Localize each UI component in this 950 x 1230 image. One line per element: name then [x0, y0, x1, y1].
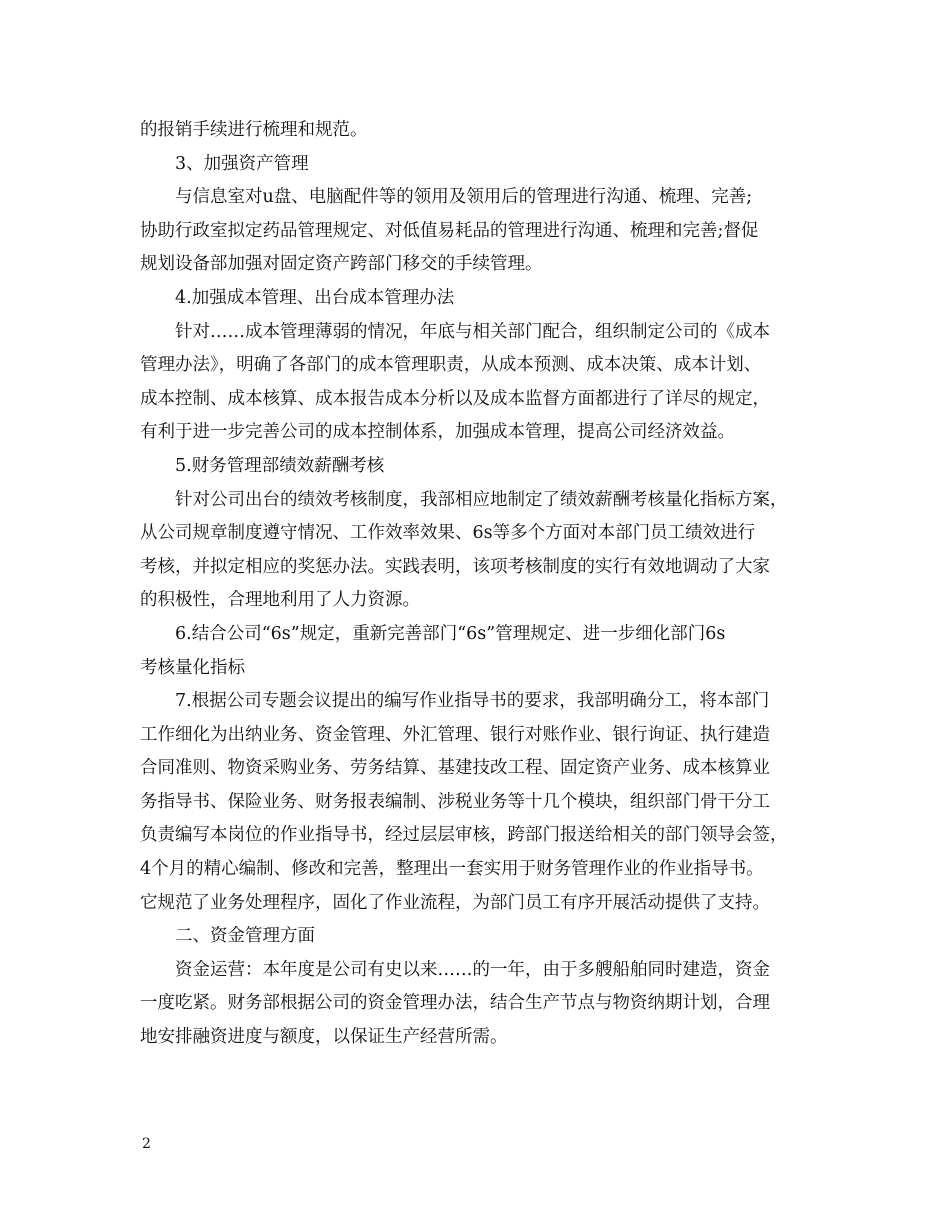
- text-line: 合同准则、物资采购业务、劳务结算、基建技改工程、固定资产业务、成本核算业: [140, 758, 770, 779]
- section-heading: 3、加强资产管理: [175, 153, 309, 174]
- text-line: 的报销手续进行梳理和规范。: [140, 120, 368, 140]
- text-line: 考核，并拟定相应的奖惩办法。实践表明，该项考核制度的实行有效地调动了大家: [140, 556, 770, 577]
- text-line: 从公司规章制度遵守情况、工作效率效果、6s等多个方面对本部门员工绩效进行: [140, 523, 756, 544]
- text-line: 与信息室对u盘、电脑配件等的领用及领用后的管理进行沟通、梳理、完善;: [175, 187, 753, 208]
- text-line: 针对……成本管理薄弱的情况，年底与相关部门配合，组织制定公司的《成本: [175, 321, 770, 342]
- document-body: [140, 114, 825, 1055]
- text-line: 资金运营：本年度是公司有史以来……的一年，由于多艘船舶同时建造，资金: [175, 959, 770, 980]
- section-heading: 二、资金管理方面: [175, 926, 315, 947]
- text-line: 它规范了业务处理程序，固化了作业流程，为部门员工有序开展活动提供了支持。: [140, 892, 770, 913]
- text-line: 务指导书、保险业务、财务报表编制、涉税业务等十几个模块，组织部门骨干分工: [140, 791, 770, 812]
- section-heading: 4.加强成本管理、出台成本管理办法: [175, 287, 455, 308]
- text-line: 工作细化为出纳业务、资金管理、外汇管理、银行对账作业、银行询证、执行建造: [140, 724, 770, 745]
- text-line: 负责编写本岗位的作业指导书，经过层层审核，跨部门报送给相关的部门领导会签，: [140, 825, 788, 846]
- text-line: 针对公司出台的绩效考核制度，我部相应地制定了绩效薪酬考核量化指标方案，: [175, 489, 788, 510]
- text-line: 地安排融资进度与额度，以保证生产经营所需。: [140, 1027, 508, 1048]
- text-line: 的积极性，合理地利用了人力资源。: [140, 590, 420, 611]
- text-line: 考核量化指标: [140, 657, 245, 678]
- text-line: 4个月的精心编制、修改和完善，整理出一套实用于财务管理作业的作业指导书。: [140, 859, 764, 880]
- text-line: 一度吃紧。财务部根据公司的资金管理办法，结合生产节点与物资纳期计划，合理: [140, 993, 770, 1014]
- section-heading: 5.财务管理部绩效薪酬考核: [175, 455, 385, 476]
- text-line: 规划设备部加强对固定资产跨部门移交的手续管理。: [140, 254, 543, 275]
- text-line: 有利于进一步完善公司的成本控制体系，加强成本管理，提高公司经济效益。: [140, 422, 735, 443]
- page-number: 2: [142, 1136, 151, 1152]
- text-line: 管理办法》，明确了各部门的成本管理职责，从成本预测、成本决策、成本计划、: [140, 355, 762, 376]
- text-line: 成本控制、成本核算、成本报告成本分析以及成本监督方面都进行了详尽的规定，: [140, 388, 770, 409]
- text-line: 协助行政室拟定药品管理规定、对低值易耗品的管理进行沟通、梳理和完善;督促: [140, 220, 759, 241]
- section-heading: 7.根据公司专题会议提出的编写作业指导书的要求，我部明确分工，将本部门: [175, 691, 770, 712]
- section-heading: 6.结合公司“6s”规定，重新完善部门“6s”管理规定、进一步细化部门6s: [175, 623, 726, 644]
